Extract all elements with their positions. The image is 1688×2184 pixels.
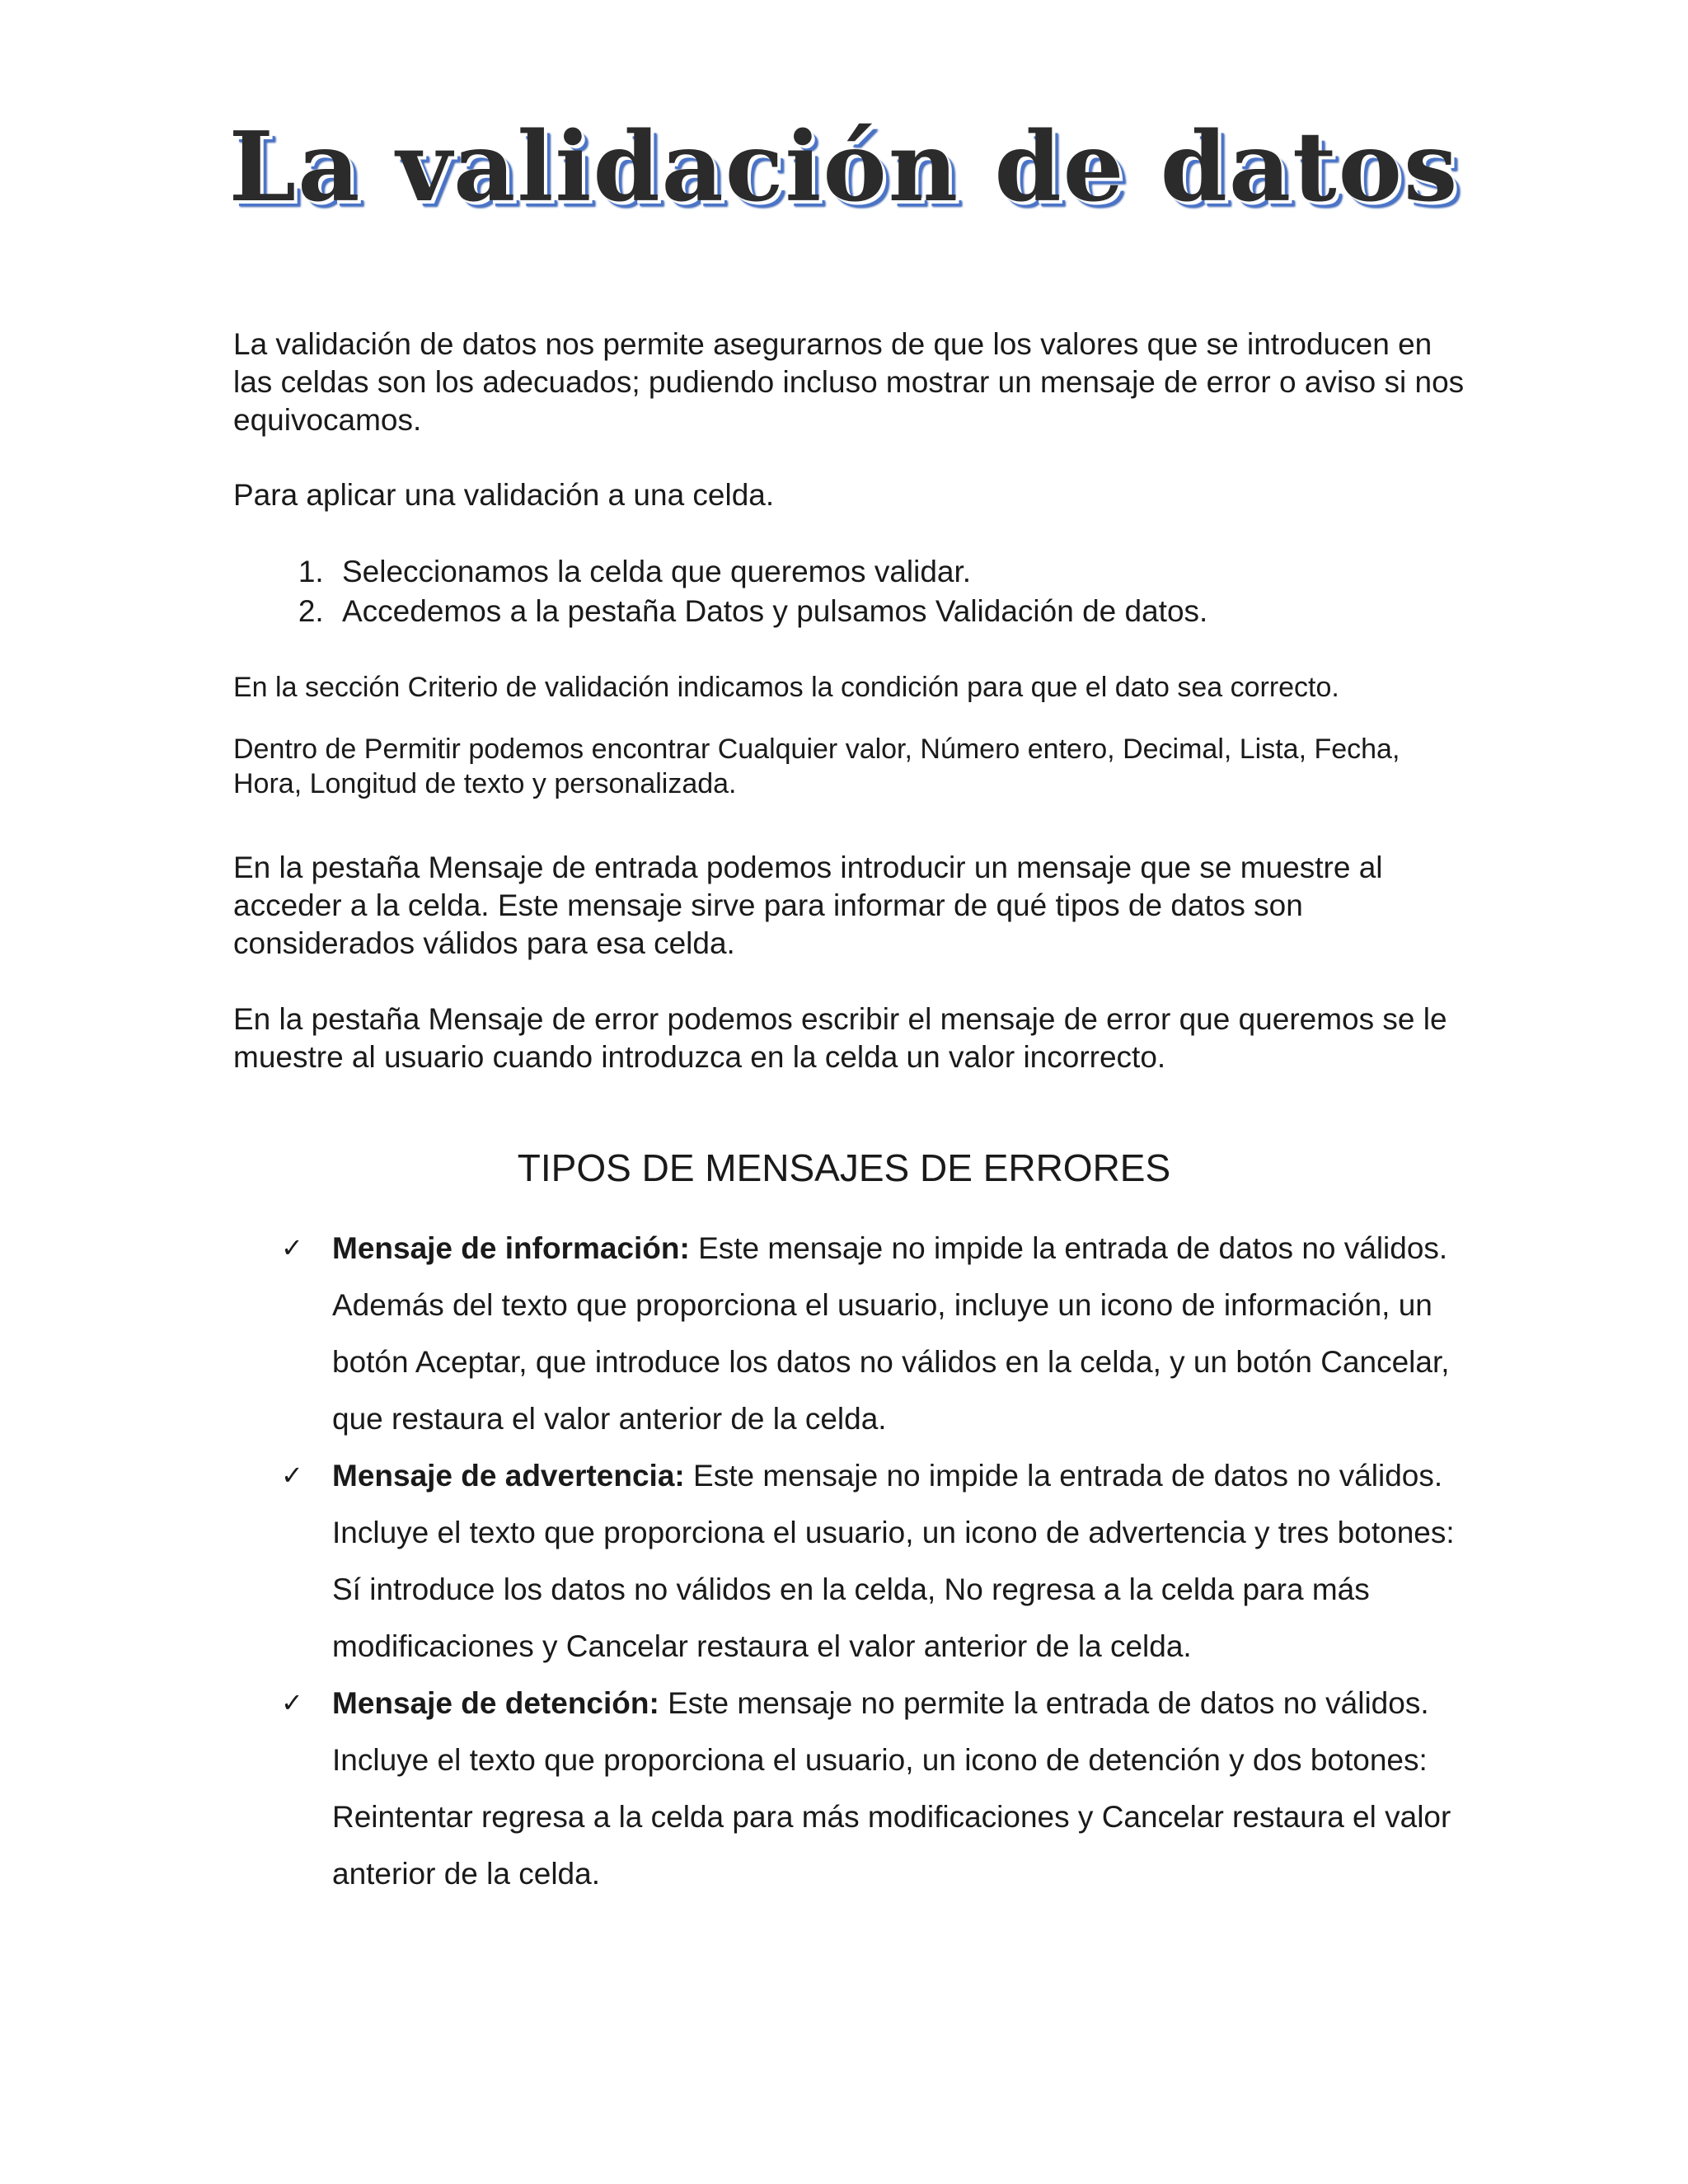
list-item-warning (233, 1447, 1470, 1675)
check-icon: ✓ (281, 1687, 303, 1718)
step-item: 2. Accedemos a la pestaña Datos y pulsamos Validación de datos. (332, 592, 1470, 631)
section-heading: TIPOS DE MENSAJES DE ERRORES (517, 1146, 1171, 1189)
step-item: 1. Seleccionamos la celda que queremos validar. (332, 552, 1470, 592)
item-label: Mensaje de información: (332, 1231, 690, 1265)
input-message-paragraph: En la pestaña Mensaje de entrada podemos introducir un mensaje que se muestre al acceder a la celda. Este mensaje sirve para informar de qué tipos de datos son considerados válidos para esa celda. (233, 851, 1383, 960)
intro-paragraph: La validación de datos nos permite asegurarnos de que los valores que se introducen en las celdas son los adecuados; pudiendo incluso mostrar un mensaje de error o aviso si nos equivocamos. (233, 327, 1465, 437)
error-message-paragraph: En la pestaña Mensaje de error podemos escribir el mensaje de error que queremos se le muestre al usuario cuando introduzca en la celda un valor incorrecto. (233, 1002, 1447, 1074)
item-text: Este mensaje no impide la entrada de datos no válidos. Además del texto que proporciona el usuario, incluye un icono de información, un botón Aceptar, que introduce los datos no válidos en la celda, y un botón Cancelar, que restaura el valor anterior de la celda. (332, 1231, 1450, 1436)
document-title: La validación de datos (228, 111, 1460, 223)
allow-paragraph: Dentro de Permitir podemos encontrar Cualquier valor, Número entero, Decimal, Lista, Fecha, Hora, Longitud de texto y personalizada. (233, 733, 1400, 799)
item-label: Mensaje de detención: (332, 1686, 659, 1720)
check-icon: ✓ (281, 1460, 303, 1491)
item-text: Este mensaje no permite la entrada de datos no válidos. Incluye el texto que proporciona el usuario, un icono de detención y dos botones: Reintentar regresa a la celda para más modificaciones y Cancelar restaura el valor anterior de la celda. (332, 1686, 1451, 1891)
message-types-list (233, 1220, 1470, 1902)
apply-intro-paragraph: Para aplicar una validación a una celda. (233, 478, 775, 512)
item-text: Este mensaje no impide la entrada de datos no válidos. Incluye el texto que proporciona el usuario, un icono de advertencia y tres botones: Sí introduce los datos no válidos en la celda, No regresa a la celda para más modificaciones y Cancelar restaura el valor anterior de la celda. (332, 1459, 1455, 1663)
criteria-paragraph: En la sección Criterio de validación indicamos la condición para que el dato sea correcto. (233, 672, 1339, 703)
steps-list (233, 552, 1470, 631)
list-item-stop (233, 1675, 1470, 1902)
item-label: Mensaje de advertencia: (332, 1459, 685, 1493)
list-item-information (233, 1220, 1470, 1447)
check-icon: ✓ (281, 1232, 303, 1263)
